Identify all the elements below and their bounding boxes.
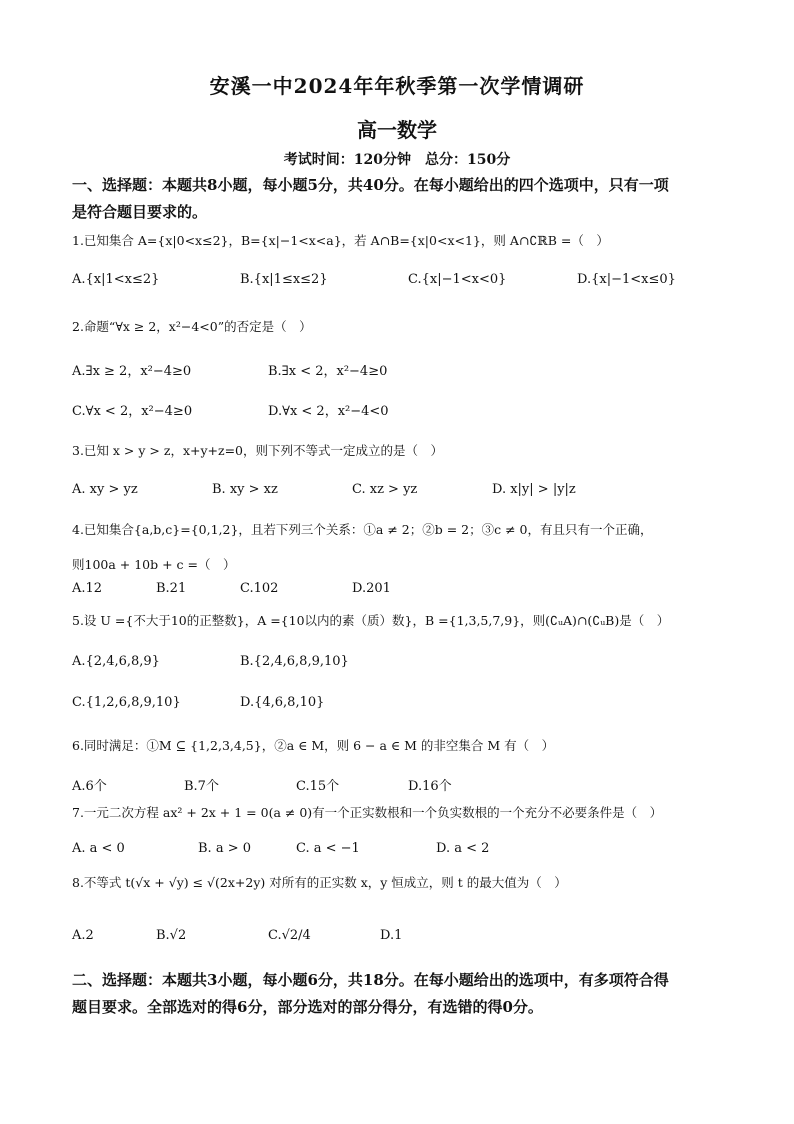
section2-heading-line1: 二、选择题：本题共3小题，每小题6分，共18分。在每小题给出的选项中，有多项符合得 [72,971,669,989]
option-c: C.∀x < 2，x²−4≥0 [72,404,193,419]
exam-subtitle: 高一数学 [357,118,437,142]
option-a: A.∃x ≥ 2，x²−4≥0 [72,364,192,379]
question-5-options-row1 [72,654,742,678]
question-2-stem: 2.命题“∀x ≥ 2，x²−4<0”的否定是（ ） [72,319,312,334]
option-a: A. a < 0 [72,841,125,856]
option-a: A.6个 [72,779,107,794]
section2-heading-line2: 题目要求。全部选对的得6分，部分选对的部分得分，有选错的得0分。 [72,998,543,1016]
option-b: B. a > 0 [198,841,251,856]
question-6-stem: 6.同时满足：①M ⊆ {1,2,3,4,5}，②a ∈ M，则 6 − a ∈ M 的非空集合 M 有（ ） [72,738,555,753]
option-c: C.15个 [296,779,340,794]
option-b: B. xy > xz [212,482,278,497]
question-1-options [72,272,742,296]
option-a: A.12 [72,581,103,596]
option-a: A.{x|1<x≤2} [72,272,160,287]
option-b: B.√2 [156,928,187,943]
exam-title: 安溪一中2024年年秋季第一次学情调研 [209,74,585,98]
section1-heading [72,172,732,226]
section2-heading [72,967,732,1021]
question-7-options [72,841,742,865]
option-d: D.201 [352,581,391,596]
question-4-stem: 4.已知集合{a,b,c}={0,1,2}，且若下列三个关系：①a ≠ 2；②b = 2；③c ≠ 0，有且只有一个正确， [72,522,653,537]
question-6-options [72,775,742,799]
option-d: D.16个 [408,779,452,794]
option-c: C.√2/4 [268,928,311,943]
question-8-options [72,928,742,952]
question-5-options-row2 [72,695,742,719]
section1-heading-line2: 是符合题目要求的。 [72,203,208,221]
question-3-options [72,482,742,506]
option-b: B.{x|1≤x≤2} [240,272,328,287]
option-d: D.1 [380,928,403,943]
option-a: A. xy > yz [72,482,138,497]
option-b: B.{2,4,6,8,9,10} [240,654,349,669]
option-a: A.{2,4,6,8,9} [72,654,160,669]
question-8-stem: 8.不等式 t(√x + √y) ≤ √(2x+2y) 对所有的正实数 x，y 恒成立，则 t 的最大值为（ ） [72,875,567,890]
option-a: A.2 [72,928,94,943]
exam-info: 考试时间：120分钟 总分：150分 [283,152,511,168]
question-2-options-row1 [72,360,742,384]
question-5-stem: 5.设 U ={不大于10的正整数}，A ={10以内的素（质）数}，B ={1,3,5,7,9}，则(∁ᵤA)∩(∁ᵤB)是（ ） [72,613,670,628]
option-d: D.{x|−1<x≤0} [577,272,676,287]
option-b: B.7个 [184,779,219,794]
option-d: D.∀x < 2，x²−4<0 [268,404,389,419]
option-c: C.{x|−1<x<0} [408,272,507,287]
option-c: C. a < −1 [296,841,360,856]
option-b: B.21 [156,581,187,596]
section1-heading-line1: 一、选择题：本题共8小题，每小题5分，共40分。在每小题给出的四个选项中，只有一项 [72,176,669,194]
option-d: D. x|y| > |y|z [492,482,576,497]
question-1-stem: 1.已知集合 A={x|0<x≤2}，B={x|−1<x<a}，若 A∩B={x|0<x<1}，则 A∩∁ℝB =（ ） [72,233,609,248]
question-4-stem-line2: 则100a + 10b + c =（ ） [72,557,236,572]
option-c: C.{1,2,6,8,9,10} [72,695,181,710]
option-d: D. a < 2 [436,841,490,856]
question-7-stem: 7.一元二次方程 ax² + 2x + 1 = 0(a ≠ 0)有一个正实数根和一个负实数根的一个充分不必要条件是（ ） [72,805,663,820]
option-d: D.{4,6,8,10} [240,695,325,710]
option-b: B.∃x < 2，x²−4≥0 [268,364,388,379]
question-2-options-row2 [72,400,742,424]
option-c: C. xz > yz [352,482,418,497]
question-4-options [72,581,742,605]
question-3-stem: 3.已知 x > y > z，x+y+z=0，则下列不等式一定成立的是（ ） [72,443,444,458]
option-c: C.102 [240,581,279,596]
